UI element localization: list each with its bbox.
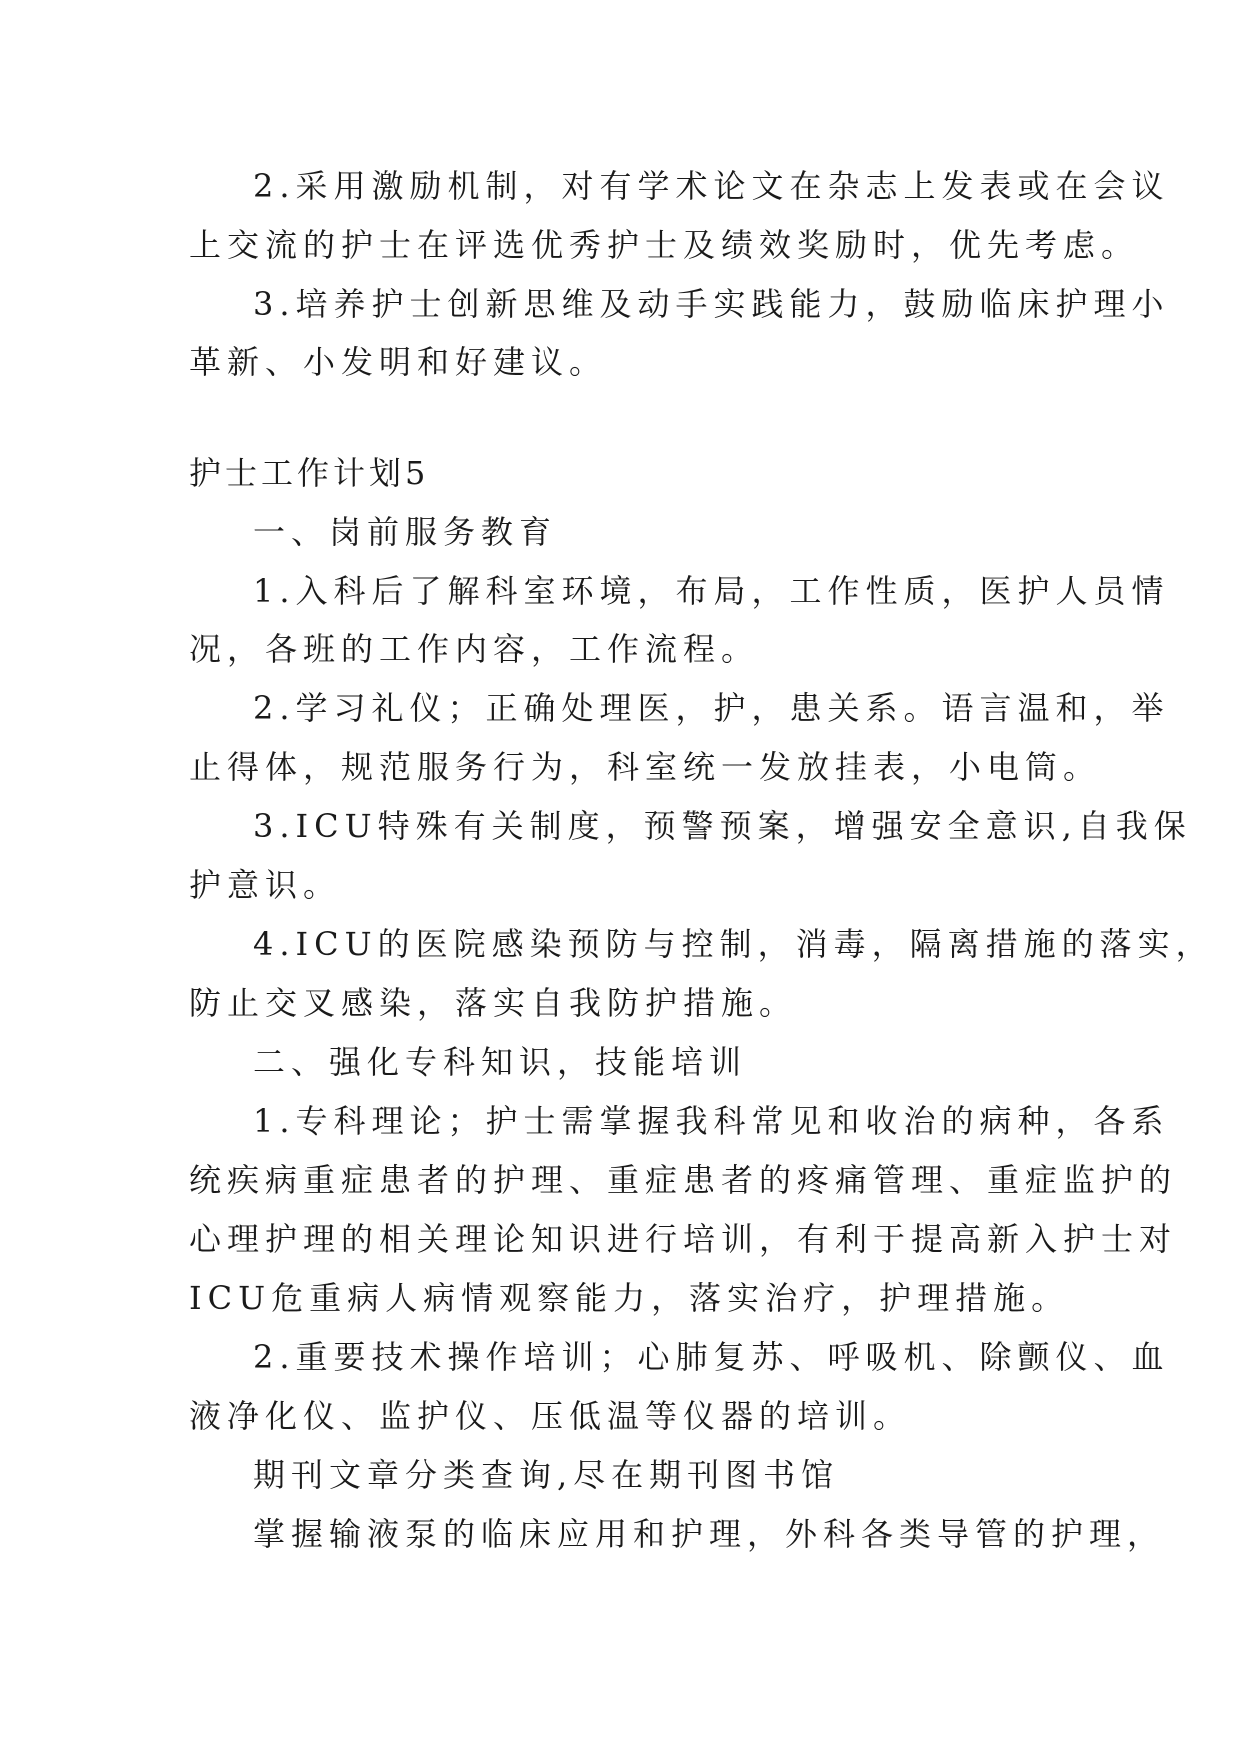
paragraph-line: 2.重要技术操作培训；心肺复苏、呼吸机、除颤仪、血 — [253, 1338, 1170, 1376]
subheading-line: 一、岗前服务教育 — [253, 513, 558, 551]
paragraph-line: 3.培养护士创新思维及动手实践能力，鼓励临床护理小 — [253, 285, 1170, 323]
paragraph-line: 3.ICU特殊有关制度，预警预案，增强安全意识,自我保 — [253, 807, 1192, 845]
paragraph-line: 2.采用激励机制，对有学术论文在杂志上发表或在会议 — [253, 167, 1170, 205]
paragraph-line: 上交流的护士在评选优秀护士及绩效奖励时，优先考虑。 — [189, 226, 1140, 264]
paragraph-line: 掌握输液泵的临床应用和护理，外科各类导管的护理， — [253, 1515, 1166, 1553]
paragraph-line: 统疾病重症患者的护理、重症患者的疼痛管理、重症监护的 — [189, 1161, 1178, 1199]
subheading-line: 二、强化专科知识，技能培训 — [253, 1043, 748, 1081]
section-title: 护士工作计划5 — [189, 454, 430, 492]
paragraph-line: 1.入科后了解科室环境，布局，工作性质，医护人员情 — [253, 572, 1170, 610]
paragraph-line: 况，各班的工作内容，工作流程。 — [189, 630, 760, 668]
paragraph-line: 液净化仪、监护仪、压低温等仪器的培训。 — [189, 1397, 912, 1435]
paragraph-line: 期刊文章分类查询,尽在期刊图书馆 — [253, 1456, 840, 1494]
paragraph-line: 护意识。 — [189, 866, 342, 904]
paragraph-line: 2.学习礼仪；正确处理医，护，患关系。语言温和，举 — [253, 689, 1170, 727]
paragraph-line: 止得体，规范服务行为，科室统一发放挂表，小电筒。 — [189, 748, 1102, 786]
paragraph-line: 革新、小发明和好建议。 — [189, 343, 608, 381]
paragraph-line: 防止交叉感染，落实自我防护措施。 — [189, 984, 798, 1022]
paragraph-line: 4.ICU的医院感染预防与控制，消毒，隔离措施的落实， — [253, 925, 1214, 963]
paragraph-line: 心理护理的相关理论知识进行培训，有利于提高新入护士对 — [189, 1220, 1178, 1258]
paragraph-line: 1.专科理论；护士需掌握我科常见和收治的病种，各系 — [253, 1102, 1170, 1140]
paragraph-line: ICU危重病人病情观察能力，落实治疗，护理措施。 — [189, 1279, 1070, 1317]
